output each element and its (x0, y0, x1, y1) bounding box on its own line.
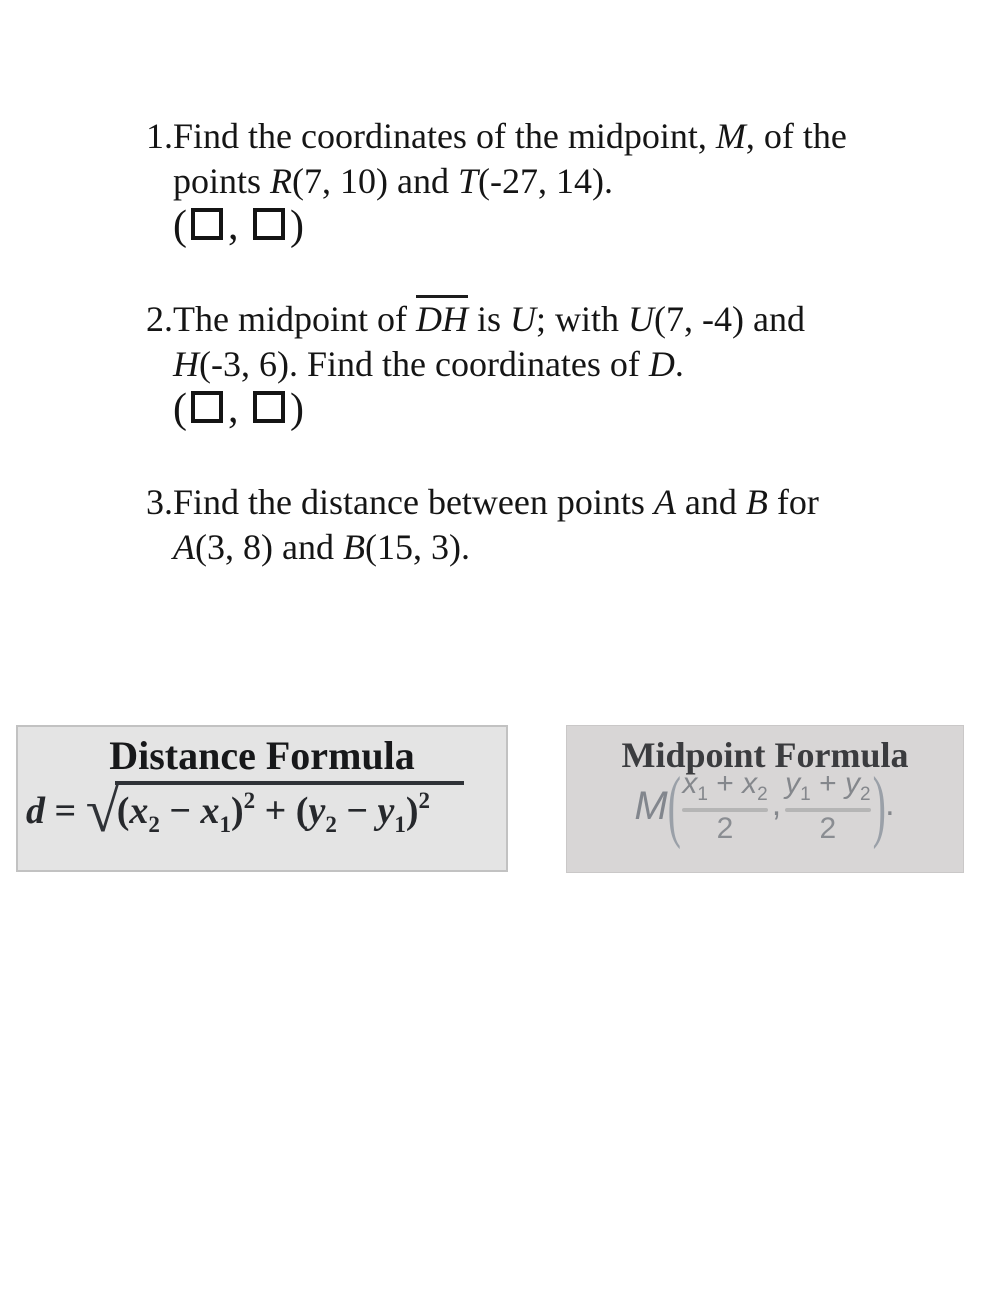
problem-3 (146, 480, 946, 570)
problem-number: 2. (146, 299, 173, 339)
problem-line: H(-3, 6). Find the coordinates of D. (173, 344, 684, 384)
fraction: $\frac{y_1 + y_2}{2}$ (785, 767, 871, 845)
problem-line: 2.The midpoint of DH is U; with U(7, -4) and (146, 297, 946, 342)
distance-formula-title: Distance Formula (109, 733, 415, 778)
answer-box[interactable] (253, 391, 285, 423)
problem-line: A(3, 8) and B(15, 3). (173, 527, 470, 567)
midpoint-formula-title: Midpoint Formula (621, 735, 909, 775)
distance-formula: $d = √(x_2 - x_1)^2 + (y_2 - y_1)^2$ (26, 781, 506, 838)
problem-line: points R(7, 10) and T(-27, 14). (173, 161, 613, 201)
answer-box[interactable] (191, 208, 223, 240)
fraction: $\frac{x_1 + x_2}{2}$ (682, 767, 768, 845)
problem-number: 3. (146, 482, 173, 522)
problem-2 (146, 297, 946, 432)
distance-formula-box (16, 725, 508, 872)
problem-line: 1.Find the coordinates of the midpoint, M, of the (146, 116, 847, 156)
answer-box[interactable] (253, 208, 285, 240)
problem-number: 1. (146, 116, 173, 156)
problem-list (146, 0, 946, 570)
midpoint-formula-box (566, 725, 964, 873)
problem-1 (146, 114, 946, 249)
midpoint-formula: M ( $\frac{x_1 + x_2}{2}$ , $\frac{y_1 + y_2}{2}$ ) . (634, 762, 895, 851)
answer-box[interactable] (191, 391, 223, 423)
answer-line: ( , ) (173, 386, 304, 432)
problem-line: 3.Find the distance between points A and B for (146, 482, 819, 522)
answer-line: ( , ) (173, 203, 304, 249)
